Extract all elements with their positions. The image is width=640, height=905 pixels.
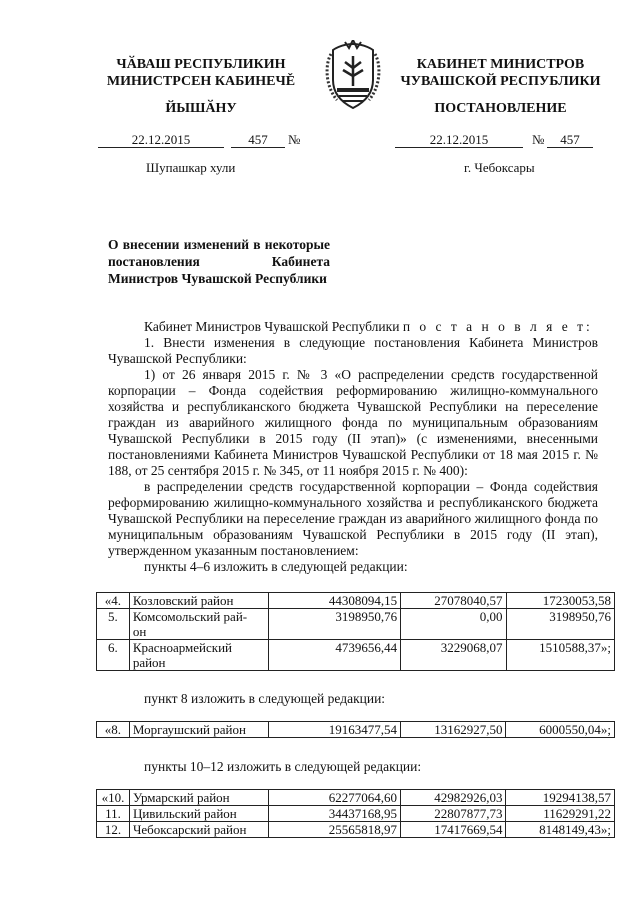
table-row [97, 609, 615, 640]
left-number: 457 [231, 133, 285, 148]
table-cell: 5. [97, 609, 130, 640]
left-number-sign: № [288, 132, 301, 147]
right-number-sign: № [532, 132, 545, 147]
table-row [97, 593, 615, 609]
table-cell: Красноармейский район [129, 640, 268, 671]
table-row [97, 790, 615, 806]
left-header-line2: МИНИСТРСЕН КАБИНЕЧĚ [106, 74, 296, 89]
left-date: 22.12.2015 [98, 133, 224, 148]
table-cell: Цивильский район [129, 806, 268, 822]
table-cell: 27078040,57 [401, 593, 506, 609]
table-items-10-12 [96, 789, 615, 838]
table-cell: 6. [97, 640, 130, 671]
table-cell: 11. [97, 806, 130, 822]
table-cell: «4. [97, 593, 130, 609]
table-cell: «10. [97, 790, 130, 806]
paragraph-3: в распределении средств государственной корпорации – Фонда содействия реформированию жилищно-коммунального хозяйства и республиканского бюджета Чувашской Республики на переселение граждан из аварийного жилищного фонда по муниципальным образованиям Чувашской Республики в 2015 году (II этап), утвержденном указанным постановлением: [108, 479, 598, 558]
table-cell: 25565818,97 [268, 822, 400, 838]
document-body [108, 319, 598, 575]
table-cell: 22807877,73 [401, 806, 506, 822]
table-cell: 3198950,76 [269, 609, 401, 640]
table-cell: Комсомольский рай- он [129, 609, 268, 640]
table-cell: 13162927,50 [400, 722, 505, 738]
table-cell: 34437168,95 [268, 806, 400, 822]
right-header-line2: ЧУВАШСКОЙ РЕСПУБЛИКИ [400, 74, 601, 89]
table-cell: 44308094,15 [269, 593, 401, 609]
document-title: О внесении изменений в некоторые постановления Кабинета Министров Чувашской Республики [108, 237, 330, 286]
table-row [97, 806, 615, 822]
table-cell: 62277064,60 [268, 790, 400, 806]
table-cell: 6000550,04»; [506, 722, 615, 738]
table-cell: 1510588,37»; [506, 640, 614, 671]
table-cell: 12. [97, 822, 130, 838]
table-cell: 17417669,54 [401, 822, 506, 838]
paragraph-6: пункты 10–12 изложить в следующей редакции: [144, 759, 422, 774]
table-cell: 19294138,57 [506, 790, 615, 806]
table-cell: 19163477,54 [268, 722, 400, 738]
table-cell: 3229068,07 [401, 640, 506, 671]
table-row [97, 822, 615, 838]
table-cell: Моргаушский район [129, 722, 268, 738]
table-cell: 3198950,76 [506, 609, 614, 640]
paragraph-2: 1) от 26 января 2015 г. № 3 «О распределении средств государственной корпорации – Фонда содействия реформированию жилищно-коммунального хозяйства и республиканского бюджета Чувашской Республики на переселение граждан из аварийного жилищного фонда по муниципальным образованиям Чувашской Республики в 2015 году (II этап)» (с изменениями, внесенными постановлениями Кабинета Министров Чувашской Республики от 18 мая 2015 г. № 188, от 25 сентября 2015 г. № 345, от 11 ноября 2015 г. № 400): [108, 367, 598, 478]
left-doc-type: ЙЫШӐНУ [165, 101, 237, 116]
table-cell: 0,00 [401, 609, 506, 640]
right-date: 22.12.2015 [395, 133, 523, 148]
right-city: г. Чебоксары [464, 160, 535, 175]
right-doc-type: ПОСТАНОВЛЕНИЕ [434, 101, 567, 116]
table-row [97, 640, 615, 671]
paragraph-5: пункт 8 изложить в следующей редакции: [144, 691, 386, 706]
left-header [95, 56, 307, 90]
right-header-line1: КАБИНЕТ МИНИСТРОВ [416, 57, 585, 72]
left-header-line1: ЧӐВАШ РЕСПУБЛИКИН [116, 57, 286, 72]
table-cell: Урмарский район [129, 790, 268, 806]
table-item-8 [96, 721, 615, 738]
right-number: 457 [547, 133, 593, 148]
paragraph-4: пункты 4–6 изложить в следующей редакции: [144, 559, 408, 574]
intro-verb: п о с т а н о в л я е т: [402, 319, 593, 334]
intro-paragraph [108, 319, 598, 335]
table-cell: Чебоксарский район [129, 822, 268, 838]
table-items-4-6 [96, 592, 615, 671]
table-row [97, 722, 615, 738]
table-cell: 42982926,03 [401, 790, 506, 806]
right-header [388, 56, 613, 90]
table-cell: 17230053,58 [506, 593, 614, 609]
table-cell: Козловский район [129, 593, 268, 609]
coat-of-arms-emblem [323, 40, 383, 112]
paragraph-1: 1. Внести изменения в следующие постановления Кабинета Министров Чувашской Республики: [108, 335, 598, 366]
left-city: Шупашкар хули [146, 160, 236, 175]
table-cell: 11629291,22 [506, 806, 615, 822]
table-cell: 4739656,44 [269, 640, 401, 671]
table-cell: «8. [97, 722, 130, 738]
table-cell: 8148149,43»; [506, 822, 615, 838]
intro-subject: Кабинет Министров Чувашской Республики [144, 319, 400, 334]
